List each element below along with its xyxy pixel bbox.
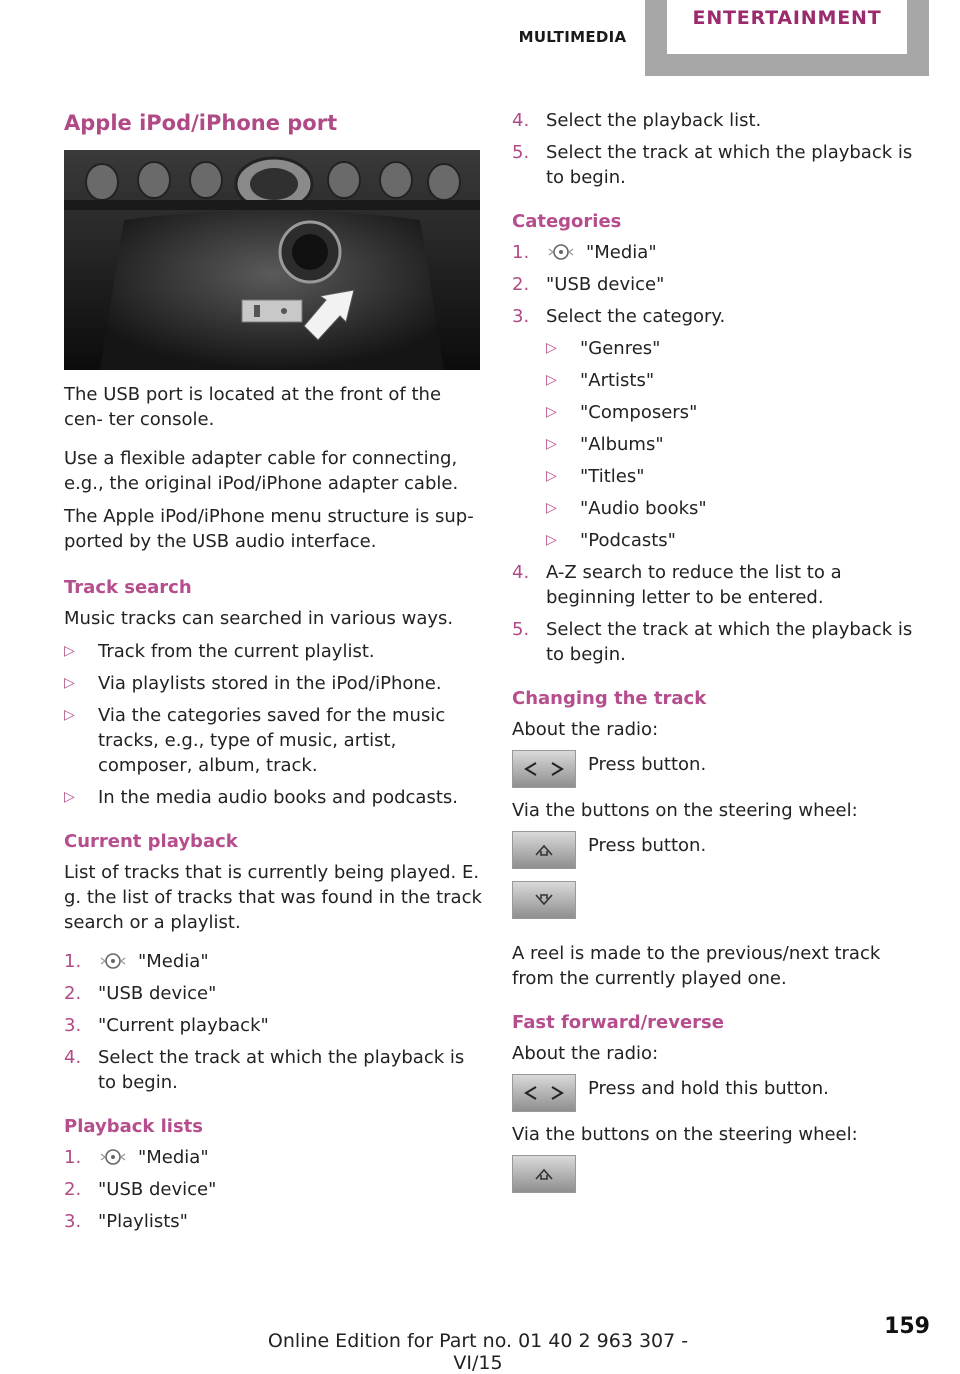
list-item: ▷ "Audio books" xyxy=(546,498,707,519)
track-search-text: Music tracks can searched in various ways. xyxy=(64,608,454,629)
arrow-down-icon xyxy=(532,893,556,907)
list-item: 3. Select the category. ▷ "Genres" ▷ "Artists" ▷ "Composers" ▷ "Albums" ▷ "Titles" ▷ "Audio books" ▷ "Podcasts" xyxy=(512,304,927,553)
changing-steering-text: Via the buttons on the steering wheel: xyxy=(512,800,858,821)
current-playback-steps xyxy=(64,949,482,1095)
current-playback-text: List of tracks that is currently being played. E. g. the list of tracks that was found in the track search or a playlist. xyxy=(64,862,482,933)
radio-seek-button[interactable] xyxy=(512,1074,576,1112)
press-hold-text: Press and hold this button. xyxy=(588,1078,829,1099)
steering-down-button[interactable] xyxy=(512,881,576,919)
heading-categories: Categories xyxy=(512,211,622,232)
bullet-icon: ▷ xyxy=(64,675,75,691)
heading-playback-lists: Playback lists xyxy=(64,1116,203,1137)
list-item: 2. "USB device" xyxy=(512,274,665,295)
list-item: ▷ Track from the current playlist. xyxy=(64,641,375,662)
heading-changing-track: Changing the track xyxy=(512,688,707,709)
bullet-icon: ▷ xyxy=(546,436,557,452)
bullet-icon: ▷ xyxy=(64,643,75,659)
list-item: ▷ Via playlists stored in the iPod/iPhone. xyxy=(64,673,442,694)
list-item: 1. "Media" xyxy=(64,1147,209,1168)
list-item: ▷ "Genres" xyxy=(546,338,661,359)
fast-radio-button-row xyxy=(512,1074,927,1112)
bullet-icon: ▷ xyxy=(546,468,557,484)
list-item: 4. A-Z search to reduce the list to a beginning letter to be entered. xyxy=(512,562,842,608)
playback-list-steps-continued xyxy=(512,108,927,190)
edition-footer: Online Edition for Part no. 01 40 2 963 307 - VI/15 xyxy=(267,1330,689,1374)
fast-radio-text: About the radio: xyxy=(512,1043,659,1064)
page-title: Apple iPod/iPhone port xyxy=(64,111,338,135)
heading-fast-forward: Fast forward/reverse xyxy=(512,1012,724,1033)
changing-radio-text: About the radio: xyxy=(512,719,659,740)
steering-button-row xyxy=(512,831,927,931)
track-search-list xyxy=(64,639,482,810)
list-item: ▷ "Composers" xyxy=(546,402,698,423)
steering-up-button[interactable] xyxy=(512,831,576,869)
skip-arrows-icon xyxy=(522,760,566,778)
list-item: 4. Select the playback list. xyxy=(512,110,762,131)
bullet-icon: ▷ xyxy=(546,404,557,420)
usb-port-photo xyxy=(64,150,480,370)
bullet-icon: ▷ xyxy=(64,789,75,805)
list-item: 2. "USB device" xyxy=(64,1179,217,1200)
list-item: ▷ "Podcasts" xyxy=(546,530,676,551)
bullet-icon: ▷ xyxy=(546,372,557,388)
heading-current-playback: Current playback xyxy=(64,831,238,852)
arrow-up-icon xyxy=(532,1167,556,1181)
categories-steps xyxy=(512,240,927,667)
playback-lists-steps xyxy=(64,1145,482,1234)
right-column xyxy=(512,108,927,1203)
reel-text: A reel is made to the previous/next track from the currently played one. xyxy=(512,943,881,989)
list-item: ▷ Via the categories saved for the music tracks, e.g., type of music, artist, composer, album, track. xyxy=(64,705,446,776)
media-icon xyxy=(98,1148,128,1166)
intro-paragraph-3: The Apple iPod/iPhone menu structure is sup‐ ported by the USB audio interface. xyxy=(64,506,474,552)
left-column xyxy=(64,108,482,1241)
chapter-tab-label: ENTERTAINMENT xyxy=(692,7,882,29)
list-item: ▷ "Artists" xyxy=(546,370,655,391)
bullet-icon: ▷ xyxy=(546,340,557,356)
media-icon xyxy=(546,243,576,261)
radio-button-row xyxy=(512,750,927,788)
intro-paragraph-1: The USB port is located at the front of the cen‐ ter console. xyxy=(64,384,442,430)
list-item: 3. "Playlists" xyxy=(64,1211,188,1232)
fast-steering-button-row xyxy=(512,1155,927,1193)
fast-steering-text: Via the buttons on the steering wheel: xyxy=(512,1124,858,1145)
steering-up-button-2[interactable] xyxy=(512,1155,576,1193)
list-item: ▷ "Albums" xyxy=(546,434,664,455)
intro-paragraph-2: Use a flexible adapter cable for connecting, e.g., the original iPod/iPhone adapter cable. xyxy=(64,448,459,494)
list-item: 1. "Media" xyxy=(64,951,209,972)
press-button-text: Press button. xyxy=(588,754,707,775)
page-number: 159 xyxy=(884,1314,930,1339)
media-icon xyxy=(98,952,128,970)
skip-arrows-icon xyxy=(522,1084,566,1102)
bullet-icon: ▷ xyxy=(64,707,75,723)
bullet-icon: ▷ xyxy=(546,532,557,548)
press-button-text-2: Press button. xyxy=(588,835,707,856)
section-label: MULTIMEDIA xyxy=(518,28,627,46)
list-item: 4. Select the track at which the playback is to begin. xyxy=(64,1047,465,1093)
arrow-up-icon xyxy=(532,843,556,857)
list-item: 1. "Media" xyxy=(512,242,657,263)
list-item: ▷ In the media audio books and podcasts. xyxy=(64,787,458,808)
category-options xyxy=(546,336,927,553)
bullet-icon: ▷ xyxy=(546,500,557,516)
chapter-tab[interactable] xyxy=(645,0,929,76)
heading-track-search: Track search xyxy=(64,577,192,598)
list-item: 3. "Current playback" xyxy=(64,1015,269,1036)
list-item: 5. Select the track at which the playback is to begin. xyxy=(512,142,913,188)
list-item: 2. "USB device" xyxy=(64,983,217,1004)
steering-buttons xyxy=(512,831,588,931)
list-item: ▷ "Titles" xyxy=(546,466,645,487)
list-item: 5. Select the track at which the playback is to begin. xyxy=(512,619,913,665)
radio-skip-button[interactable] xyxy=(512,750,576,788)
